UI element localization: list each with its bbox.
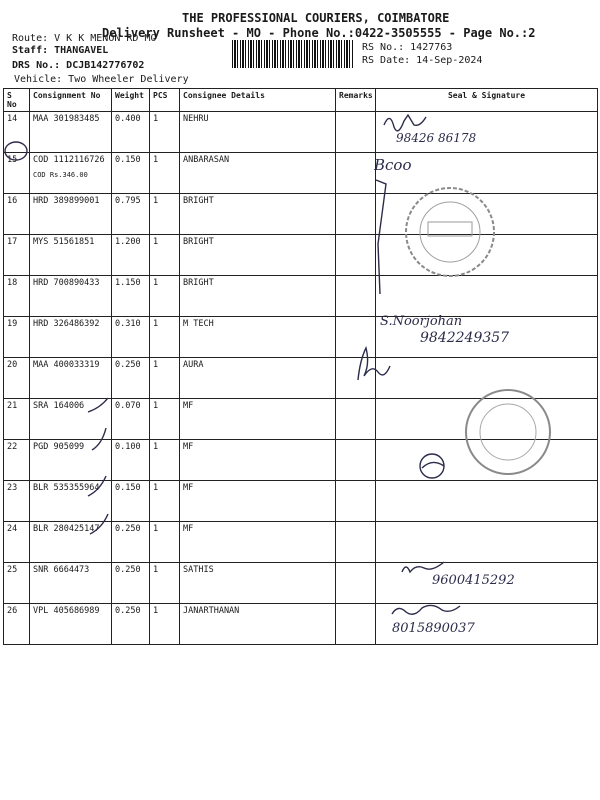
- table-cell: HRD 389899001: [30, 194, 112, 235]
- table-cell: [336, 235, 376, 276]
- table-cell: 1: [150, 481, 180, 522]
- table-cell: 24: [4, 522, 30, 563]
- table-row: [4, 112, 598, 153]
- table-cell: MF: [180, 440, 336, 481]
- table-cell: SATHIS: [180, 563, 336, 604]
- table-cell: [376, 563, 598, 604]
- table-cell: BRIGHT: [180, 276, 336, 317]
- table-row: [4, 276, 598, 317]
- table-cell: 1: [150, 194, 180, 235]
- table-cell: [376, 235, 598, 276]
- table-row: [4, 317, 598, 358]
- staff-label: Staff: THANGAVEL: [12, 45, 109, 56]
- table-header-row: [4, 89, 598, 112]
- table-row: [4, 563, 598, 604]
- table-cell: ANBARASAN: [180, 153, 336, 194]
- column-header: Weight: [112, 89, 150, 112]
- row25-phone: 9600415292: [432, 573, 515, 588]
- consignment-number: COD 1112116726: [33, 155, 105, 165]
- table-cell: 0.150: [112, 481, 150, 522]
- table-cell: SRA 164006: [30, 399, 112, 440]
- table-cell: 17: [4, 235, 30, 276]
- table-cell: 1: [150, 358, 180, 399]
- column-header: S No: [4, 89, 30, 112]
- row15-signature: Bcoo: [374, 156, 412, 174]
- table-cell: 1.150: [112, 276, 150, 317]
- table-cell: 0.250: [112, 563, 150, 604]
- table-cell: 1: [150, 604, 180, 645]
- table-cell: 1: [150, 235, 180, 276]
- table-cell: [30, 153, 112, 194]
- table-cell: [336, 358, 376, 399]
- table-cell: BRIGHT: [180, 194, 336, 235]
- rs-number: RS No.: 1427763: [362, 42, 453, 53]
- table-cell: 21: [4, 399, 30, 440]
- table-cell: AURA: [180, 358, 336, 399]
- table-cell: [376, 399, 598, 440]
- table-cell: MF: [180, 399, 336, 440]
- column-header: Consignment No: [30, 89, 112, 112]
- vehicle-label: Vehicle: Two Wheeler Delivery: [14, 74, 189, 85]
- table-cell: [336, 522, 376, 563]
- rs-date: RS Date: 14-Sep-2024: [362, 55, 483, 66]
- table-cell: 15: [4, 153, 30, 194]
- table-cell: [376, 522, 598, 563]
- table-cell: MYS 51561851: [30, 235, 112, 276]
- runsheet-title: Delivery Runsheet - MO - Phone No.:0422-3505555 - Page No.:2: [102, 26, 536, 40]
- table-cell: 1: [150, 399, 180, 440]
- barcode: [232, 40, 354, 68]
- table-cell: 0.250: [112, 604, 150, 645]
- table-row: [4, 399, 598, 440]
- table-cell: [376, 112, 598, 153]
- table-cell: MF: [180, 481, 336, 522]
- table-cell: [336, 604, 376, 645]
- table-cell: [336, 276, 376, 317]
- table-cell: [376, 317, 598, 358]
- table-row: [4, 153, 598, 194]
- table-cell: 1: [150, 563, 180, 604]
- table-cell: 0.795: [112, 194, 150, 235]
- table-cell: MAA 301983485: [30, 112, 112, 153]
- table-cell: [376, 276, 598, 317]
- table-cell: NEHRU: [180, 112, 336, 153]
- row19-phone: 9842249357: [420, 330, 510, 346]
- table-cell: [376, 153, 598, 194]
- row26-phone: 8015890037: [392, 621, 475, 636]
- table-cell: 0.250: [112, 358, 150, 399]
- table-cell: JANARTHANAN: [180, 604, 336, 645]
- table-cell: [376, 481, 598, 522]
- table-cell: [376, 440, 598, 481]
- table-cell: M TECH: [180, 317, 336, 358]
- table-row: [4, 522, 598, 563]
- table-cell: [336, 440, 376, 481]
- table-cell: [376, 194, 598, 235]
- column-header: Seal & Signature: [376, 89, 598, 112]
- table-cell: 0.070: [112, 399, 150, 440]
- table-cell: 25: [4, 563, 30, 604]
- table-row: [4, 358, 598, 399]
- table-cell: 1: [150, 112, 180, 153]
- column-header: Remarks: [336, 89, 376, 112]
- table-row: [4, 440, 598, 481]
- table-cell: BRIGHT: [180, 235, 336, 276]
- table-cell: [336, 317, 376, 358]
- table-cell: HRD 700890433: [30, 276, 112, 317]
- column-header: Consignee Details: [180, 89, 336, 112]
- table-cell: [336, 153, 376, 194]
- table-cell: 18: [4, 276, 30, 317]
- table-cell: HRD 326486392: [30, 317, 112, 358]
- table-cell: [336, 563, 376, 604]
- table-cell: [336, 194, 376, 235]
- table-cell: [336, 399, 376, 440]
- table-cell: 20: [4, 358, 30, 399]
- table-row: [4, 235, 598, 276]
- drs-number: DRS No.: DCJB142776702: [12, 60, 145, 71]
- runsheet-table: [3, 88, 598, 645]
- cod-amount: COD Rs.346.00: [33, 171, 88, 179]
- row14-phone: 98426 86178: [396, 131, 477, 145]
- table-row: [4, 194, 598, 235]
- table-cell: 1: [150, 522, 180, 563]
- table-cell: 0.310: [112, 317, 150, 358]
- table-cell: 22: [4, 440, 30, 481]
- row19-signature-name: S.Noorjohan: [380, 314, 463, 329]
- table-cell: 1: [150, 153, 180, 194]
- table-cell: MAA 400033319: [30, 358, 112, 399]
- table-cell: 19: [4, 317, 30, 358]
- table-cell: VPL 405686989: [30, 604, 112, 645]
- table-cell: 26: [4, 604, 30, 645]
- route-label: Route: V K K MENON RD MO: [12, 33, 157, 44]
- table-cell: 0.100: [112, 440, 150, 481]
- table-cell: SNR 6664473: [30, 563, 112, 604]
- table-row: [4, 481, 598, 522]
- column-header: PCS: [150, 89, 180, 112]
- table-cell: 0.250: [112, 522, 150, 563]
- table-cell: [376, 358, 598, 399]
- table-cell: 1.200: [112, 235, 150, 276]
- table-cell: 0.400: [112, 112, 150, 153]
- table-cell: BLR 535355964: [30, 481, 112, 522]
- table-cell: [336, 481, 376, 522]
- table-cell: 1: [150, 276, 180, 317]
- table-cell: 1: [150, 440, 180, 481]
- table-row: [4, 604, 598, 645]
- table-cell: BLR 280425147: [30, 522, 112, 563]
- table-cell: 16: [4, 194, 30, 235]
- table-cell: 23: [4, 481, 30, 522]
- table-cell: [376, 604, 598, 645]
- table-cell: 1: [150, 317, 180, 358]
- table-cell: 14: [4, 112, 30, 153]
- table-cell: MF: [180, 522, 336, 563]
- table-cell: [336, 112, 376, 153]
- company-title: THE PROFESSIONAL COURIERS, COIMBATORE: [182, 11, 450, 25]
- table-cell: PGD 905099: [30, 440, 112, 481]
- table-cell: 0.150: [112, 153, 150, 194]
